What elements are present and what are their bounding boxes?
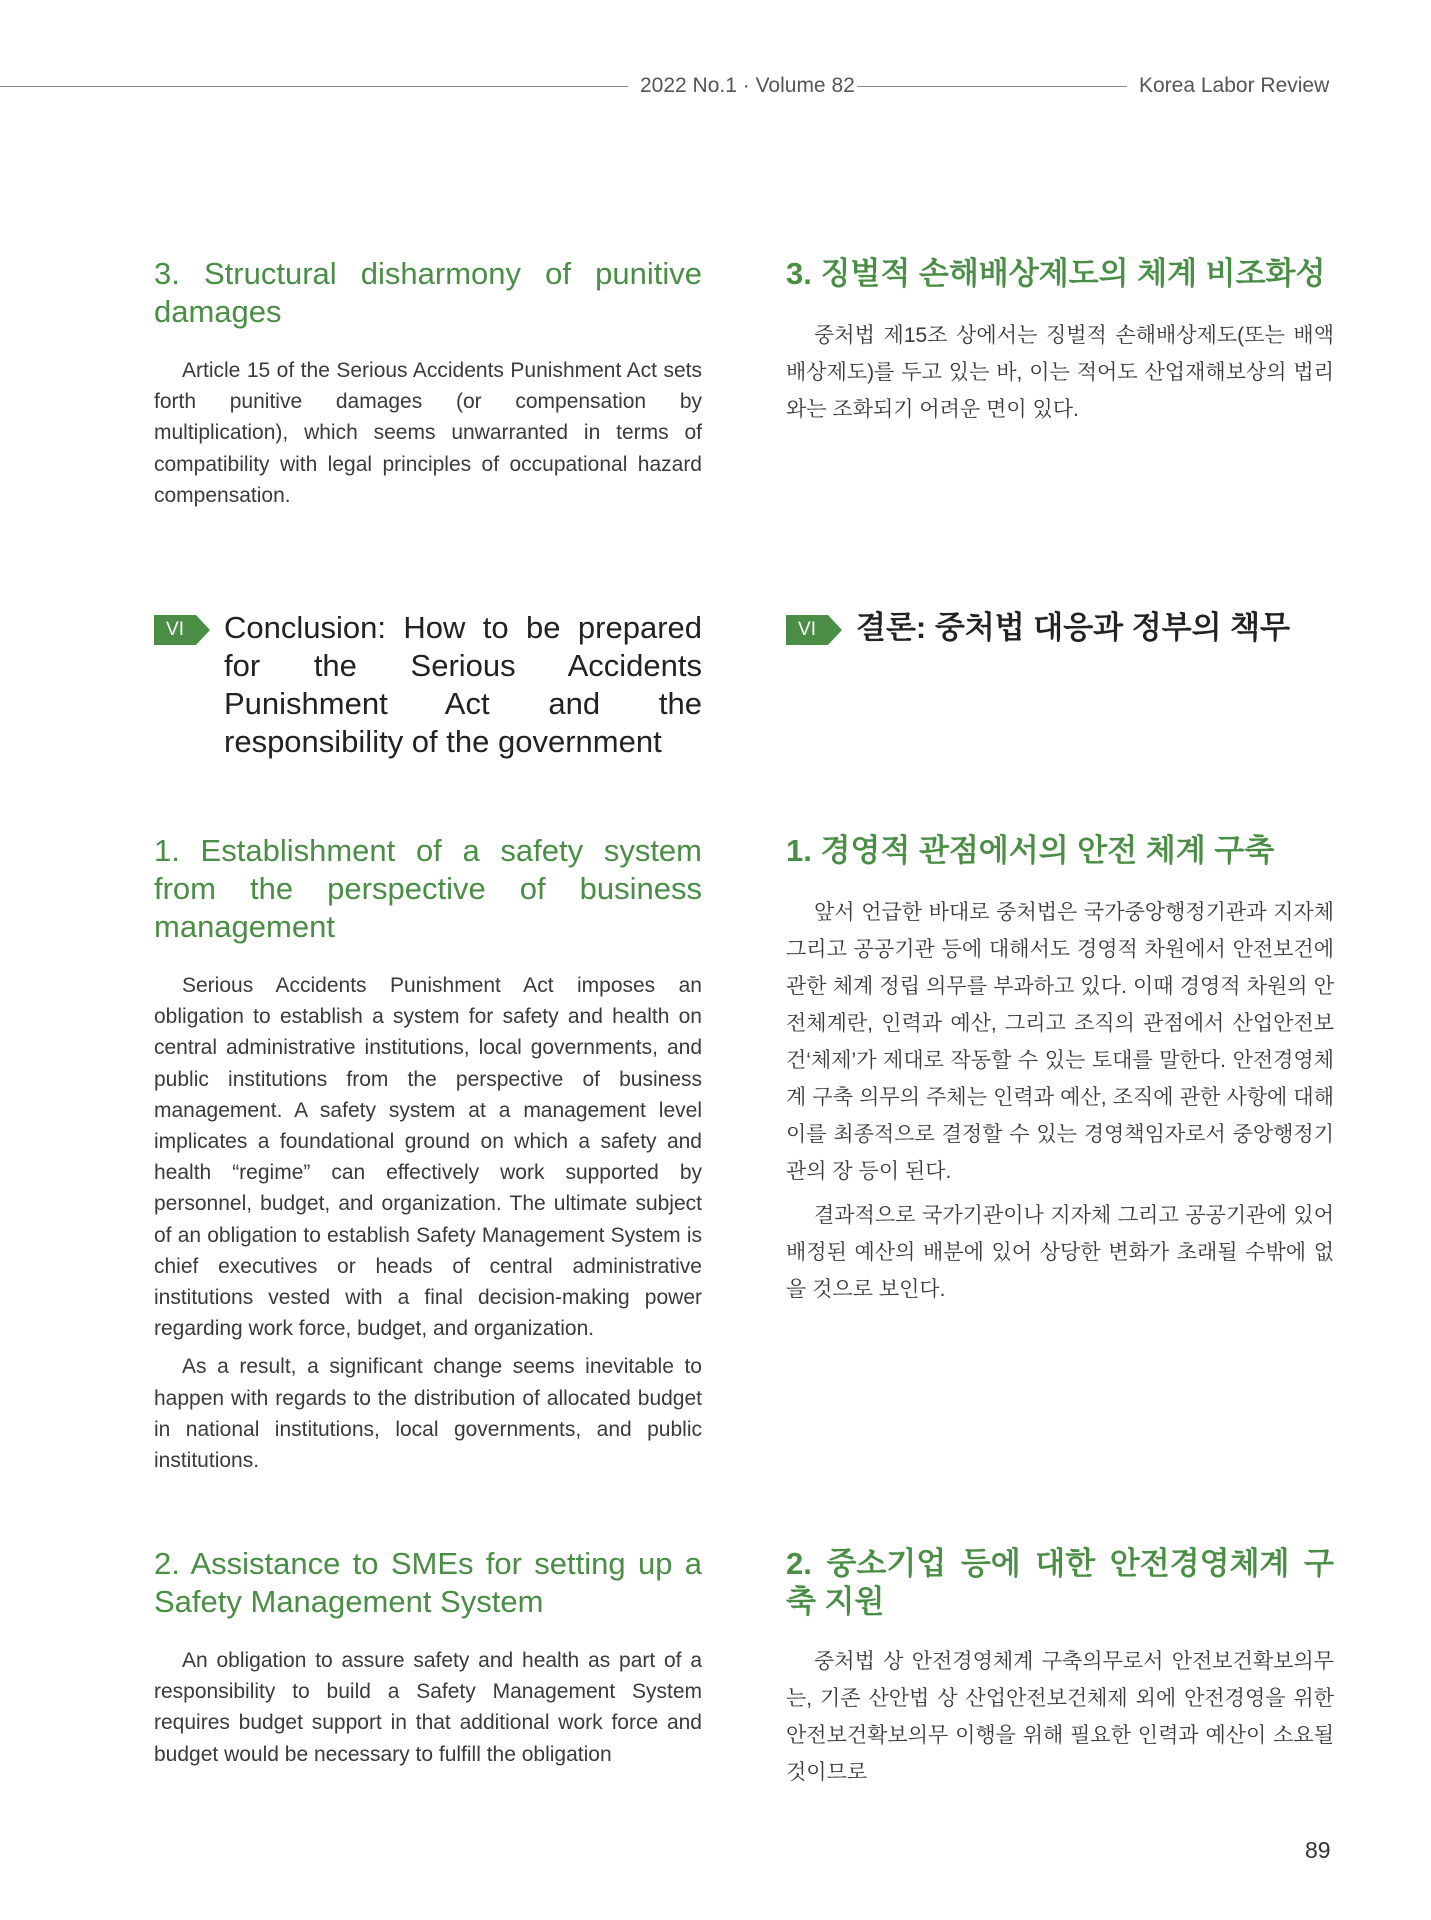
left-section-3-body: Article 15 of the Serious Accidents Punishment Act sets forth punitive damages (or compensation by multiplication), which seems unwarranted in terms of compatibility with legal principles of occupational hazard compensation. [154,359,702,507]
chapter-number: VI [166,619,184,640]
right-section-1 [786,832,1334,1308]
chapter-badge-ko [786,615,842,645]
right-section-2-title: 2. 중소기업 등에 대한 안전경영체계 구축 지원 [786,1546,1334,1619]
right-section-2-body: 중처법 상 안전경영체계 구축의무로서 안전보건확보의무는, 기존 산안법 상 산업안전보건체제 외에 안전경영을 위한 안전보건확보의무 이행을 위해 필요한 인력과 예산이 소요될 것이므로 [786,1650,1334,1784]
journal-name: Korea Labor Review [1139,74,1330,97]
left-section-3-title: 3. Structural disharmony of punitive damages [154,256,702,329]
left-section-1-para-1: Serious Accidents Punishment Act imposes an obligation to establish a system for safety and health on central administrative institutions, local governments, and public institutions from the perspective of business management. A safety system at a management level implicates a foundational ground on which a safety and health “regime” can effectively work supported by personnel, budget, and organization. The ultimate subject of an obligation to establish Safety Management System is chief executives or heads of central administrative institutions vested with a final decision-making power regarding work force, budget, and organization. [154,974,702,1341]
left-section-1-title: 1. Establishment of a safety system from the perspective of business management [154,833,702,944]
right-section-3 [786,255,1334,428]
right-section-3-body: 중처법 제15조 상에서는 징벌적 손해배상제도(또는 배액배상제도)를 두고 있는 바, 이는 적어도 산업재해보상의 법리와는 조화되기 어려운 면이 있다. [786,324,1334,421]
left-section-2-title: 2. Assistance to SMEs for setting up a Safety Management System [154,1546,702,1619]
header-rule-middle [857,86,1127,87]
left-section-3 [154,255,702,511]
right-section-3-title: 3. 징벌적 손해배상제도의 체계 비조화성 [786,256,1326,291]
right-section-1-title: 1. 경영적 관점에서의 안전 체계 구축 [786,833,1275,868]
right-section-2 [786,1545,1334,1791]
left-section-1-para-2: As a result, a significant change seems inevitable to happen with regards to the distribution of allocated budget in national institutions, local governments, and public institutions. [154,1355,702,1473]
issue-label: 2022 No.1 · Volume 82 [640,74,855,97]
chapter-badge [154,615,210,645]
left-chapter-heading [154,609,702,769]
page-number: 89 [1305,1837,1331,1863]
right-section-1-para-1: 앞서 언급한 바대로 중처법은 국가중앙행정기관과 지자체 그리고 공공기관 등에 대해서도 경영적 차원에서 안전보건에 관한 체계 정립 의무를 부과하고 있다. 이때 경영적 차원의 안전체계란, 인력과 예산, 그리고 조직의 관점에서 산업안전보건‘체제’가 제대로 작동할 수 있는 토대를 말한다. 안전경영체계 구축 의무의 주체는 인력과 예산, 조직에 관한 사항에 대해 이를 최종적으로 결정할 수 있는 경영책임자로서 중앙행정기관의 장 등이 된다. [786,901,1334,1183]
right-chapter-title: 결론: 중처법 대응과 정부의 책무 [856,610,1291,645]
left-section-2-body: An obligation to assure safety and health as part of a responsibility to build a Safety Management System requires budget support in that additional work force and budget would be necessary to fulfill the obligation [154,1649,702,1766]
right-chapter-heading [786,609,1334,659]
left-section-1 [154,832,702,1476]
left-section-2 [154,1545,702,1770]
right-section-1-para-2: 결과적으로 국가기관이나 지자체 그리고 공공기관에 있어 배정된 예산의 배분에 있어 상당한 변화가 초래될 수밖에 없을 것으로 보인다. [786,1204,1334,1301]
chapter-number-ko: VI [798,619,816,640]
left-chapter-title: Conclusion: How to be prepared for the Serious Accidents Punishment Act and the responsibility of the government [224,610,702,759]
header-rule-left [0,86,628,87]
